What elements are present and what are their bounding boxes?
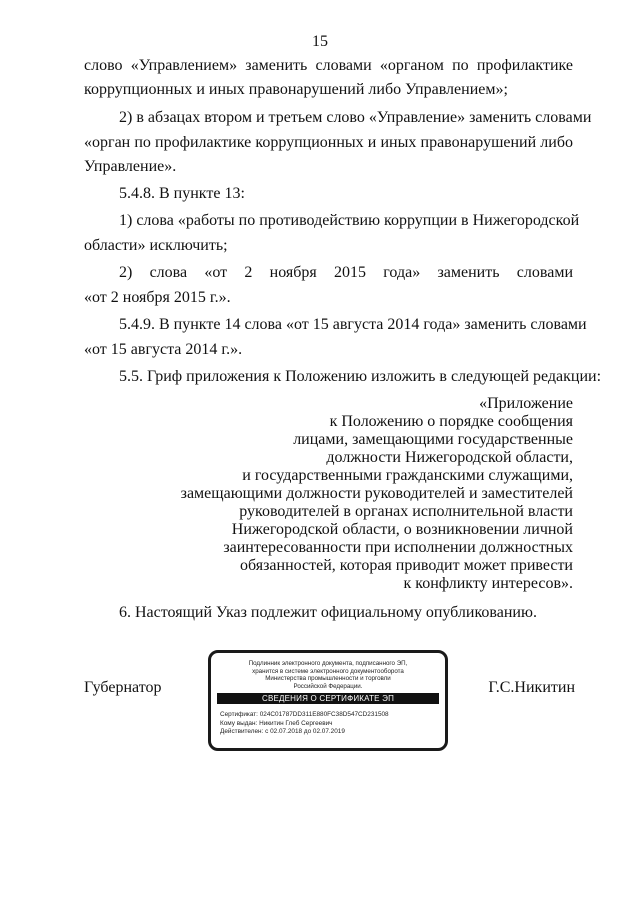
signatory-position: Губернатор [84,679,162,696]
grif-line: заинтересованности при исполнении должностных [223,539,573,556]
grif-line: должности Нижегородской области, [326,449,573,466]
signatory-name: Г.С.Никитин [488,679,575,696]
stamp-header-line: Подлинник электронного документа, подписанного ЭП, [248,660,408,667]
text-line: «от 2 ноября 2015 г.». [84,289,231,306]
grif-line: руководителей в органах исполнительной власти [239,503,573,520]
text-line: слово «Управлением» заменить словами «органом по профилактике [84,57,573,74]
grif-line: к Положению о порядке сообщения [329,413,573,430]
text-line: «от 15 августа 2014 г.». [84,341,243,358]
text-line: 5.4.9. В пункте 14 слова «от 15 августа 2014 года» заменить словами [119,316,587,333]
text-line: Управление». [84,158,177,175]
text-line: «орган по профилактике коррупционных и иных правонарушений либо [84,134,573,151]
final-paragraph: 6. Настоящий Указ подлежит официальному опубликованию. [119,604,537,621]
grif-line: к конфликту интересов». [403,575,573,592]
text-line: области» исключить; [84,237,228,254]
validity-label: Действителен: [220,727,264,735]
issued-to-label: Кому выдан: [220,719,258,727]
stamp-header [211,660,445,690]
grif-line: Нижегородской области, о возникновении личной [231,521,573,538]
text-line: коррупционных и иных правонарушений либо Управлением»; [84,81,508,98]
text-line: 2) слова «от 2 ноября 2015 года» заменить словами [119,264,573,281]
grif-line: «Приложение [479,395,573,412]
text-line: 5.4.8. В пункте 13: [119,185,245,202]
text-line: 5.5. Гриф приложения к Положению изложить в следующей редакции: [119,368,602,385]
stamp-certificate-info [220,711,445,736]
grif-line: замещающими должности руководителей и заместителей [180,485,573,502]
issued-to-row [220,720,445,728]
text-line: 1) слова «работы по противодействию коррупции в Нижегородской [119,212,580,229]
electronic-signature-stamp [208,650,448,751]
issued-to-value: Никитин Глеб Сергеевич [259,719,333,727]
grif-line: лицами, замещающими государственные [293,431,573,448]
text-line: 2) в абзацах втором и третьем слово «Управление» заменить словами [119,109,592,126]
certificate-row [220,711,445,719]
validity-row [220,728,445,736]
stamp-header-line: хранится в системе электронного документооборота [252,667,404,675]
grif-line: обязанностей, которая приводит может привести [239,557,573,574]
validity-value: с 02.07.2018 до 02.07.2019 [265,727,345,735]
page-number: 15 [312,33,328,50]
stamp-title: СВЕДЕНИЯ О СЕРТИФИКАТЕ ЭП [217,693,439,704]
grif-line: и государственными гражданскими служащими, [242,467,573,484]
certificate-label: Сертификат: [220,711,258,719]
stamp-header-line: Российской Федерации. [293,682,363,690]
certificate-value: 024C01787DD311E880FC38D547CD231508 [259,711,389,719]
stamp-header-line: Министерства промышленности и торговли [265,675,391,683]
